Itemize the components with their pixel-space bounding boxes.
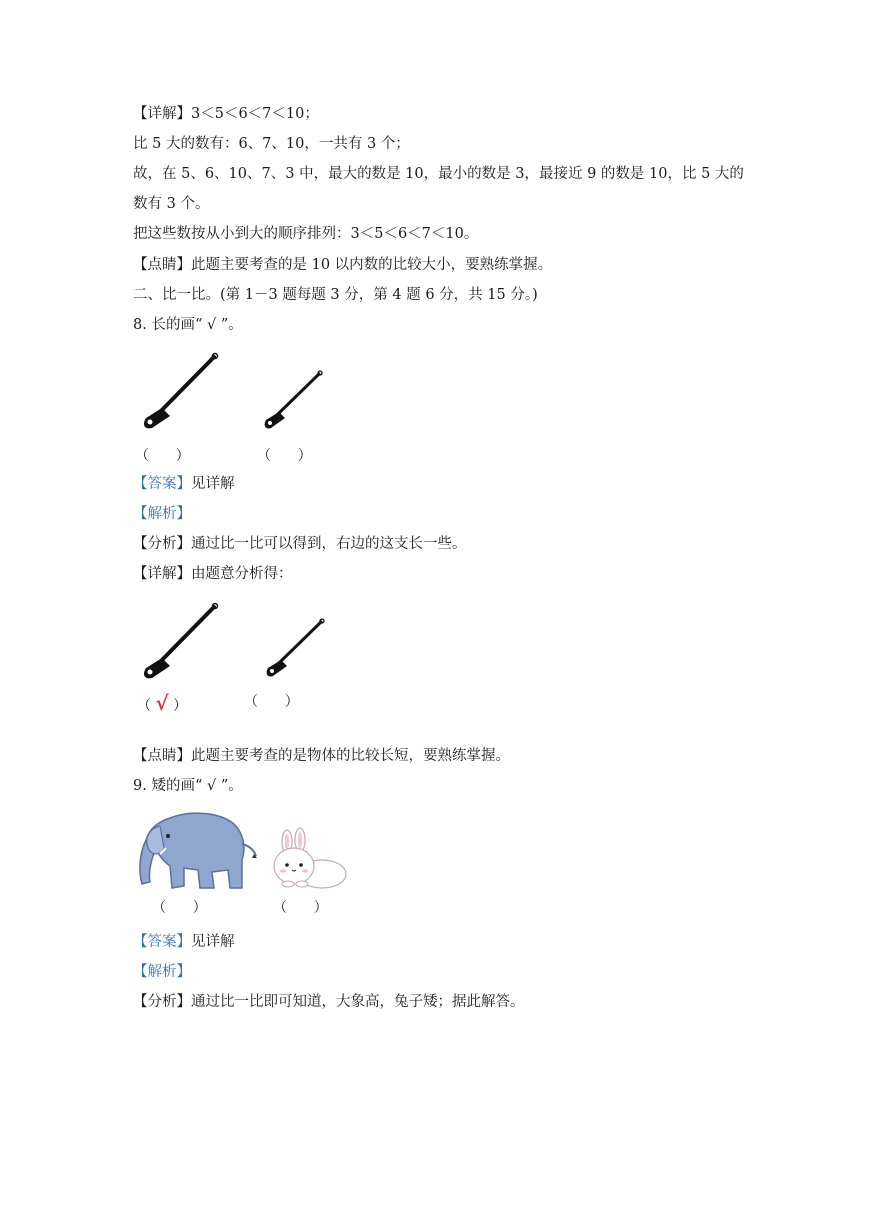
check-mark: √ (155, 691, 169, 715)
line-3: 故，在 5、6、10、7、3 中，最大的数是 10，最小的数是 3，最接近 9 的数是 10，比 5 大的 (133, 166, 744, 182)
question-9: 9. 矮的画“ √ ”。 (133, 778, 243, 794)
question-8: 8. 长的画“ √ ”。 (133, 317, 243, 333)
analysis-9: 【解析】 (133, 964, 191, 980)
blank-left[interactable]: （ ） (135, 448, 190, 464)
fenxi-9: 【分析】通过比一比即可知道，大象高，兔子矮；据此解答。 (133, 994, 525, 1010)
line-4: 数有 3 个。 (133, 196, 210, 212)
line-5: 把这些数按从小到大的顺序排列：3＜5＜6＜7＜10。 (133, 226, 479, 242)
answer-9: 【答案】见详解 (133, 934, 235, 950)
line-xiangjie-1: 【详解】3＜5＜6＜7＜10； (133, 106, 319, 122)
brush-long-icon (138, 352, 228, 432)
blank-right[interactable]: （ ） (257, 448, 312, 464)
answer-blank-left: （ √ ） (137, 691, 188, 715)
elephant-icon (130, 808, 258, 894)
answer-8: 【答案】见详解 (133, 476, 235, 492)
rabbit-icon (270, 830, 350, 890)
line-dianjing-1: 【点睛】此题主要考查的是 10 以内数的比较大小，要熟练掌握。 (133, 257, 553, 273)
analysis-8: 【解析】 (133, 506, 191, 522)
line-2: 比 5 大的数有：6、7、10，一共有 3 个； (133, 136, 410, 152)
brush-short-icon (261, 618, 331, 680)
blank-rabbit[interactable]: （ ） (273, 900, 328, 916)
xiangjie-8: 【详解】由题意分析得： (133, 566, 293, 582)
brush-long-icon (138, 602, 228, 682)
section-heading: 二、比一比。(第 1－3 题每题 3 分，第 4 题 6 分，共 15 分。) (133, 287, 538, 303)
answer-blank-right: （ ） (244, 694, 299, 710)
blank-elephant[interactable]: （ ） (152, 900, 207, 916)
fenxi-8: 【分析】通过比一比可以得到，右边的这支长一些。 (133, 536, 467, 552)
brush-short-icon (259, 370, 329, 432)
dianjing-8: 【点睛】此题主要考查的是物体的比较长短，要熟练掌握。 (133, 748, 510, 764)
